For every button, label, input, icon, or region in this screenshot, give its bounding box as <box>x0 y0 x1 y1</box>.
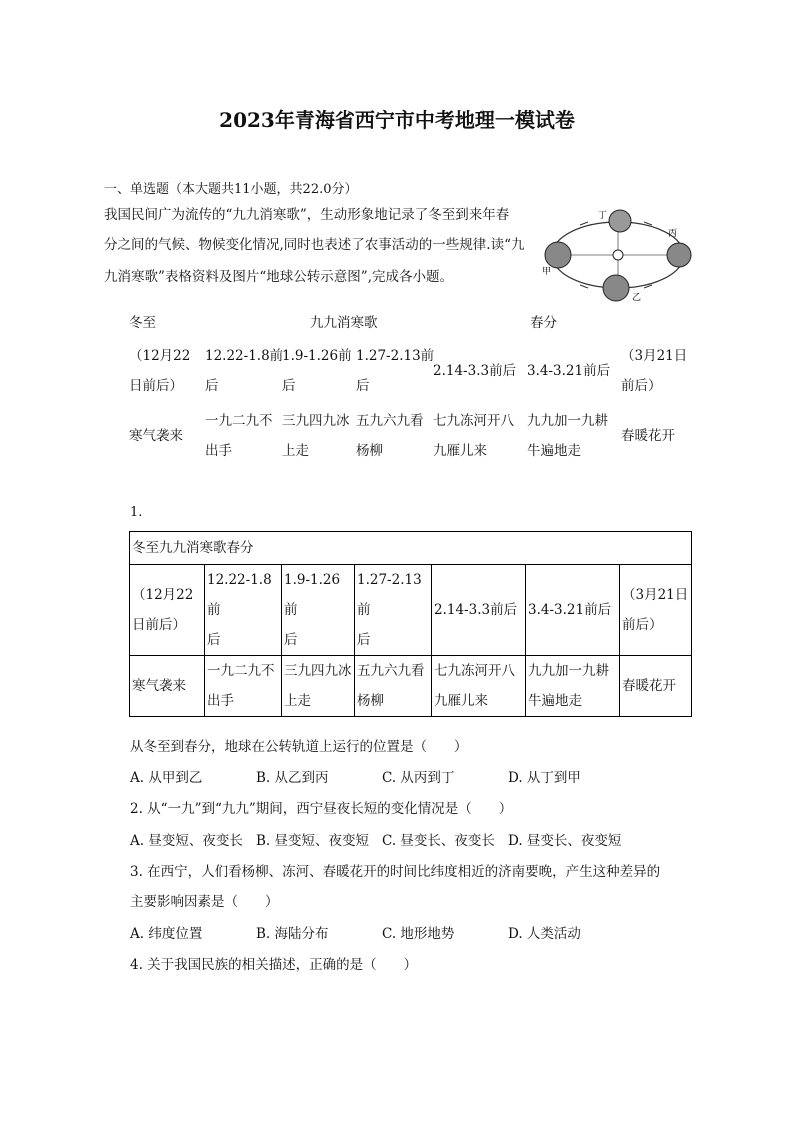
table-cell: 前后） <box>621 378 662 394</box>
q3-stem-line-1: 3. 在西宁，人们看杨柳、冻河、春暖花开的时间比纬度相近的济南要晚，产生这种差异的 <box>130 864 661 880</box>
label-ding: 丁 <box>598 211 608 221</box>
table-cell: 三九四九冰 上走 <box>282 656 355 717</box>
q1-number: 1. <box>130 505 143 520</box>
table-cell: 九雁儿来 <box>433 443 487 459</box>
table-cell: 一九二九不 出手 <box>205 656 282 717</box>
table-cell: 后 <box>356 378 370 394</box>
q3-option-a[interactable]: A. 纬度位置 <box>130 926 203 942</box>
table-cell: 12.22-1.8前 后 <box>205 565 282 656</box>
table-cell: 出手 <box>205 443 232 459</box>
intro-line-1: 我国民间广为流传的“九九消寒歌”，生动形象地记录了冬至到来年春 <box>104 207 510 223</box>
table-cell: 2.14-3.3前后 <box>433 363 517 379</box>
q1-option-a[interactable]: A. 从甲到乙 <box>130 770 203 786</box>
table-cell: 七九冻河开八 九雁儿来 <box>432 656 526 717</box>
table-cell: 杨柳 <box>356 443 383 459</box>
table-cell: 五九六九看 <box>356 413 424 429</box>
table-cell: （3月21日 <box>621 348 688 364</box>
table-cell: 寒气袭来 <box>130 656 205 717</box>
table-cell: 3.4-3.21前后 <box>526 565 620 656</box>
q3-option-c[interactable]: C. 地形地势 <box>382 926 455 942</box>
table-cell: 1.9-1.26前 <box>282 348 352 364</box>
table-cell: 12.22-1.8前 <box>205 348 284 364</box>
q1-option-c[interactable]: C. 从丙到丁 <box>382 770 455 786</box>
section-header: 一、单选题（本大题共11小题，共22.0分） <box>104 182 358 197</box>
label-jia: 甲 <box>542 267 552 277</box>
table-cell: 2.14-3.3前后 <box>432 565 526 656</box>
table-cell: 1.9-1.26前 后 <box>282 565 355 656</box>
table-merged-head: 冬至九九消寒歌春分 <box>130 532 692 565</box>
table-cell: 三九四九冰 <box>282 413 350 429</box>
table-head-dongzhi: 冬至 <box>129 315 156 331</box>
q3-option-d[interactable]: D. 人类活动 <box>508 926 581 942</box>
intro-line-3: 九消寒歌”表格资料及图片“地球公转示意图”,完成各小题。 <box>104 269 453 285</box>
earth-ding-icon <box>609 210 631 232</box>
page-title: 2023年青海省西宁市中考地理一模试卷 <box>219 108 575 132</box>
sun-icon <box>613 250 623 260</box>
q3-stem-line-2: 主要影响因素是（ ） <box>130 894 279 910</box>
q2-stem: 2. 从“一九”到“九九”期间，西宁昼夜长短的变化情况是（ ） <box>130 801 513 817</box>
q3-option-b[interactable]: B. 海陆分布 <box>256 926 329 942</box>
table-cell: 后 <box>205 378 219 394</box>
table-cell: 1.27-2.13前 后 <box>355 565 432 656</box>
orbit-arrow <box>580 285 588 288</box>
q2-option-d[interactable]: D. 昼变长、夜变短 <box>508 833 622 849</box>
table-cell: （12月22 <box>129 348 191 364</box>
table-cell: 后 <box>282 378 296 394</box>
q1-option-d[interactable]: D. 从丁到甲 <box>508 770 581 786</box>
table-cell: （3月21日 前后） <box>620 565 692 656</box>
table-cell: 3.4-3.21前后 <box>527 363 611 379</box>
intro-line-2: 分之间的气候、物候变化情况,同时也表述了农事活动的一些规律.读“九 <box>104 237 525 253</box>
table-cell: 七九冻河开八 <box>433 413 514 429</box>
q2-option-a[interactable]: A. 昼变短、夜变长 <box>130 833 243 849</box>
table-cell: 1.27-2.13前 <box>356 348 435 364</box>
q1-option-b[interactable]: B. 从乙到丙 <box>256 770 329 786</box>
table-cell: 一九二九不 <box>205 413 273 429</box>
earth-jia-icon <box>545 242 571 268</box>
label-bing: 丙 <box>668 229 678 239</box>
table-cell: 九九加一九耕 <box>527 413 608 429</box>
q2-option-c[interactable]: C. 昼变长、夜变长 <box>382 833 495 849</box>
label-yi: 乙 <box>632 293 642 303</box>
table-cell: 日前后） <box>129 378 183 394</box>
table-head-chunfen: 春分 <box>530 315 557 331</box>
earth-bing-icon <box>667 243 691 267</box>
q4-stem: 4. 关于我国民族的相关描述，正确的是（ ） <box>130 957 418 973</box>
table-cell: 牛遍地走 <box>527 443 581 459</box>
q2-option-b[interactable]: B. 昼变短、夜变短 <box>256 833 370 849</box>
table-cell: 五九六九看 杨柳 <box>355 656 432 717</box>
q1-stem: 从冬至到春分，地球在公转轨道上运行的位置是（ ） <box>130 739 468 755</box>
bordered-table <box>129 531 692 717</box>
earth-orbit-diagram <box>540 200 695 305</box>
table-head-jiujiu: 九九消寒歌 <box>310 315 378 331</box>
table-cell: 春暖花开 <box>621 428 675 444</box>
table-cell: 春暖花开 <box>620 656 692 717</box>
table-cell: 九九加一九耕 牛遍地走 <box>526 656 620 717</box>
table-cell: 寒气袭来 <box>129 428 183 444</box>
orbit-arrow <box>580 222 588 225</box>
table-cell: 上走 <box>282 443 309 459</box>
earth-yi-icon <box>603 275 629 301</box>
table-cell: （12月22 日前后） <box>130 565 205 656</box>
